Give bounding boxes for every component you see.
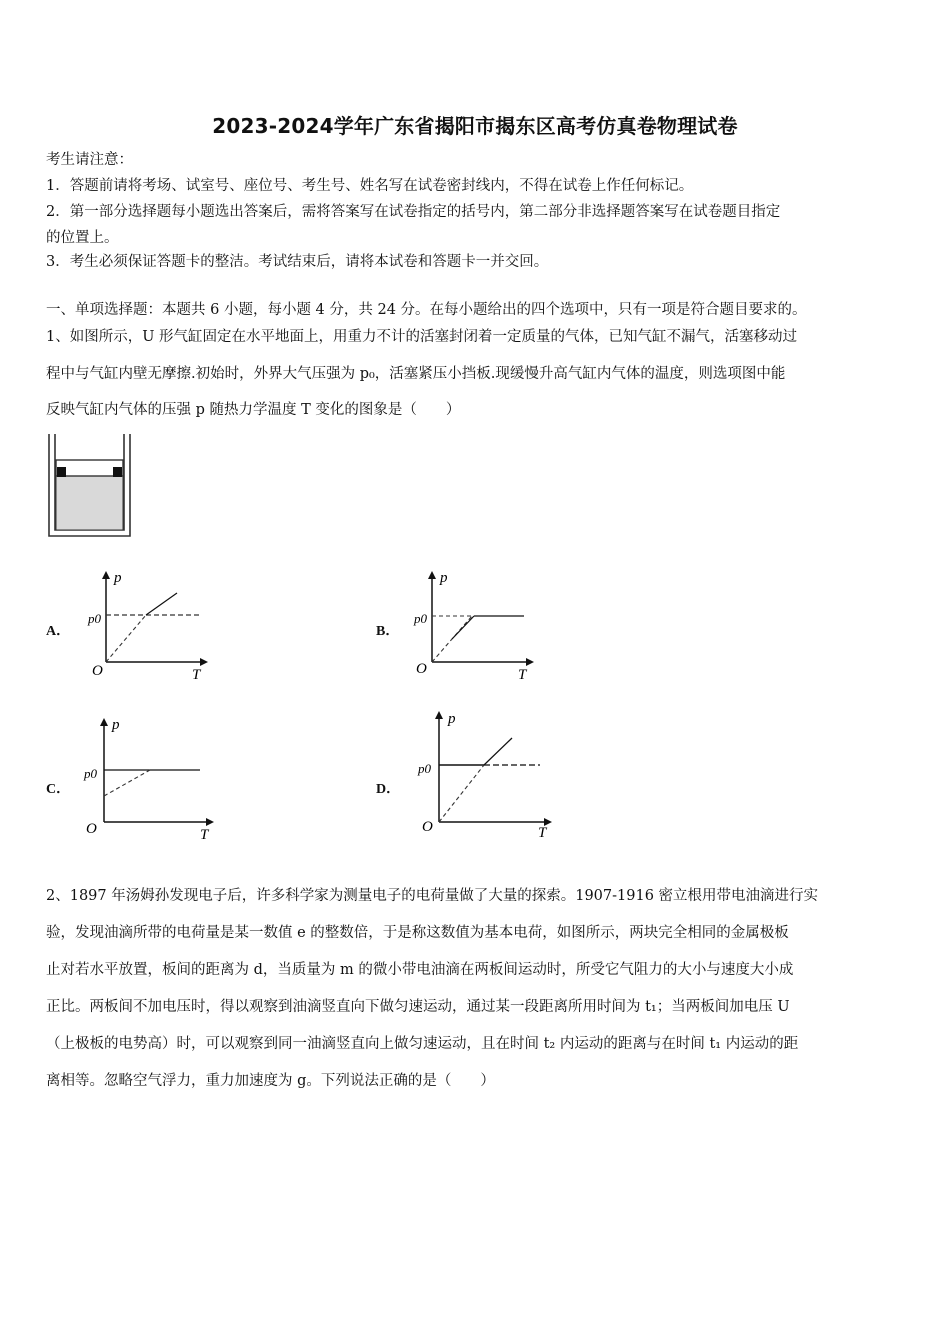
- q1-line-1: 1、如图所示，U 形气缸固定在水平地面上，用重力不计的活塞封闭着一定质量的气体，已知气缸不漏气，活塞移动过: [46, 329, 798, 345]
- notice-item-3: 3．考生必须保证答题卡的整洁。考试结束后，请将本试卷和答题卡一并交回。: [46, 254, 549, 270]
- axis-t-label: T: [200, 827, 209, 842]
- q2-line-5: （上极板的电势高）时，可以观察到同一油滴竖直向上做匀速运动，且在时间 t₂ 内运动的距离与在时间 t₁ 内运动的距: [46, 1036, 799, 1052]
- axis-p-label: p: [114, 570, 122, 586]
- option-c-label: C．: [46, 782, 71, 797]
- q1-line-3: 反映气缸内气体的压强 p 随热力学温度 T 变化的图象是（ ）: [46, 402, 461, 418]
- notice-item-1: 1．答题前请将考场、试室号、座位号、考生号、姓名写在试卷密封线内，不得在试卷上作任何标记。: [46, 178, 694, 194]
- axis-t-label: T: [192, 667, 201, 683]
- q2-line-6: 离相等。忽略空气浮力，重力加速度为 g。下列说法正确的是（ ）: [46, 1073, 495, 1089]
- axis-p-label: p: [112, 717, 120, 733]
- axis-p-label: p: [448, 711, 456, 727]
- p0-label: p0: [418, 761, 431, 776]
- origin-label: O: [422, 819, 433, 835]
- p0-label: p0: [88, 611, 101, 626]
- section-heading: 一、单项选择题：本题共 6 小题，每小题 4 分，共 24 分。在每小题给出的四个选项中，只有一项是符合题目要求的。: [46, 302, 807, 318]
- option-b-label: B．: [376, 624, 400, 639]
- q2-line-4: 正比。两板间不加电压时，得以观察到油滴竖直向下做匀速运动，通过某一段距离所用时间为 t₁；当两板间加电压 U: [46, 999, 790, 1015]
- option-a-graph: [84, 565, 214, 685]
- q2-line-2: 验，发现油滴所带的电荷量是某一数值 e 的整数倍，于是称这数值为基本电荷，如图所示，两块完全相同的金属极板: [46, 925, 789, 941]
- page-title: 2023-2024学年广东省揭阳市揭东区高考仿真卷物理试卷: [212, 114, 738, 138]
- axis-t-label: T: [538, 825, 547, 841]
- q2-line-1: 2、1897 年汤姆孙发现电子后，许多科学家为测量电子的电荷量做了大量的探索。1907-1916 密立根用带电油滴进行实: [46, 888, 819, 904]
- origin-label: O: [86, 821, 97, 837]
- option-a-label: A．: [46, 624, 71, 639]
- p0-label: p0: [84, 766, 97, 781]
- q1-line-2: 程中与气缸内壁无摩擦.初始时，外界大气压强为 p₀，活塞紧压小挡板.现缓慢升高气缸内气体的温度，则选项图中能: [46, 366, 786, 382]
- notice-heading: 考生请注意：: [46, 152, 133, 168]
- origin-label: O: [92, 663, 103, 679]
- q2-line-3: 止对若水平放置，板间的距离为 d，当质量为 m 的微小带电油滴在两板间运动时，所受它气阻力的大小与速度大小成: [46, 962, 794, 978]
- p0-label: p0: [414, 611, 427, 626]
- axis-p-label: p: [440, 570, 448, 586]
- option-c-graph: [82, 712, 222, 842]
- option-d-graph: [412, 705, 562, 845]
- notice-item-2: 2．第一部分选择题每小题选出答案后，需将答案写在试卷指定的括号内，第二部分非选择题答案写在试卷题目指定: [46, 204, 781, 220]
- cylinder-figure: [46, 430, 136, 542]
- option-b-graph: [412, 565, 542, 685]
- origin-label: O: [416, 661, 427, 677]
- notice-item-2-cont: 的位置上。: [46, 230, 119, 246]
- option-d-label: D．: [376, 782, 401, 797]
- axis-t-label: T: [518, 667, 527, 683]
